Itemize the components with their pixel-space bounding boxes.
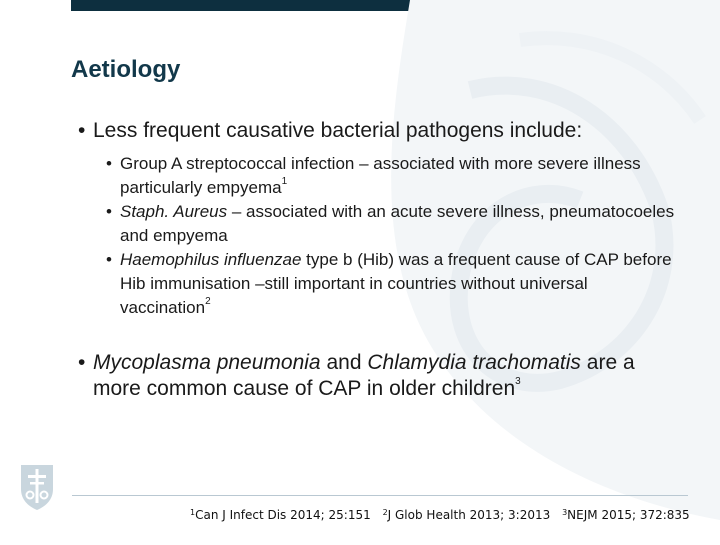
bullet-pathogens: • Less frequent causative bacterial pathogens include:	[78, 119, 583, 142]
slide-title: Aetiology	[71, 56, 181, 83]
reference-3: $^3$NEJM 2015; 372:835	[562, 508, 690, 522]
bullet-mycoplasma: • Mycoplasma pneumonia and Chlamydia trachomatis are a more common cause of CAP in older children$^3$	[78, 351, 635, 400]
sub-bullet-hib: • Haemophilus influenzae type b (Hib) was a frequent cause of CAP before Hib immunisation –still important in countries without universal vaccination$^2$	[106, 250, 672, 317]
sub-bullet-staph: • Staph. Aureus – associated with an acute severe illness, pneumatocoeles and empyema	[106, 202, 675, 245]
footer-divider	[72, 495, 688, 496]
references	[190, 508, 690, 522]
reference-2: $^2$J Glob Health 2013; 3:2013	[382, 508, 551, 522]
crest-icon	[17, 461, 57, 511]
slide-content	[78, 118, 678, 402]
reference-1: $^1$Can J Infect Dis 2014; 25:151	[190, 508, 371, 522]
sub-bullet-group-a: • Group A streptococcal infection – associated with more severe illness particularly empyema$^1$	[106, 154, 641, 197]
